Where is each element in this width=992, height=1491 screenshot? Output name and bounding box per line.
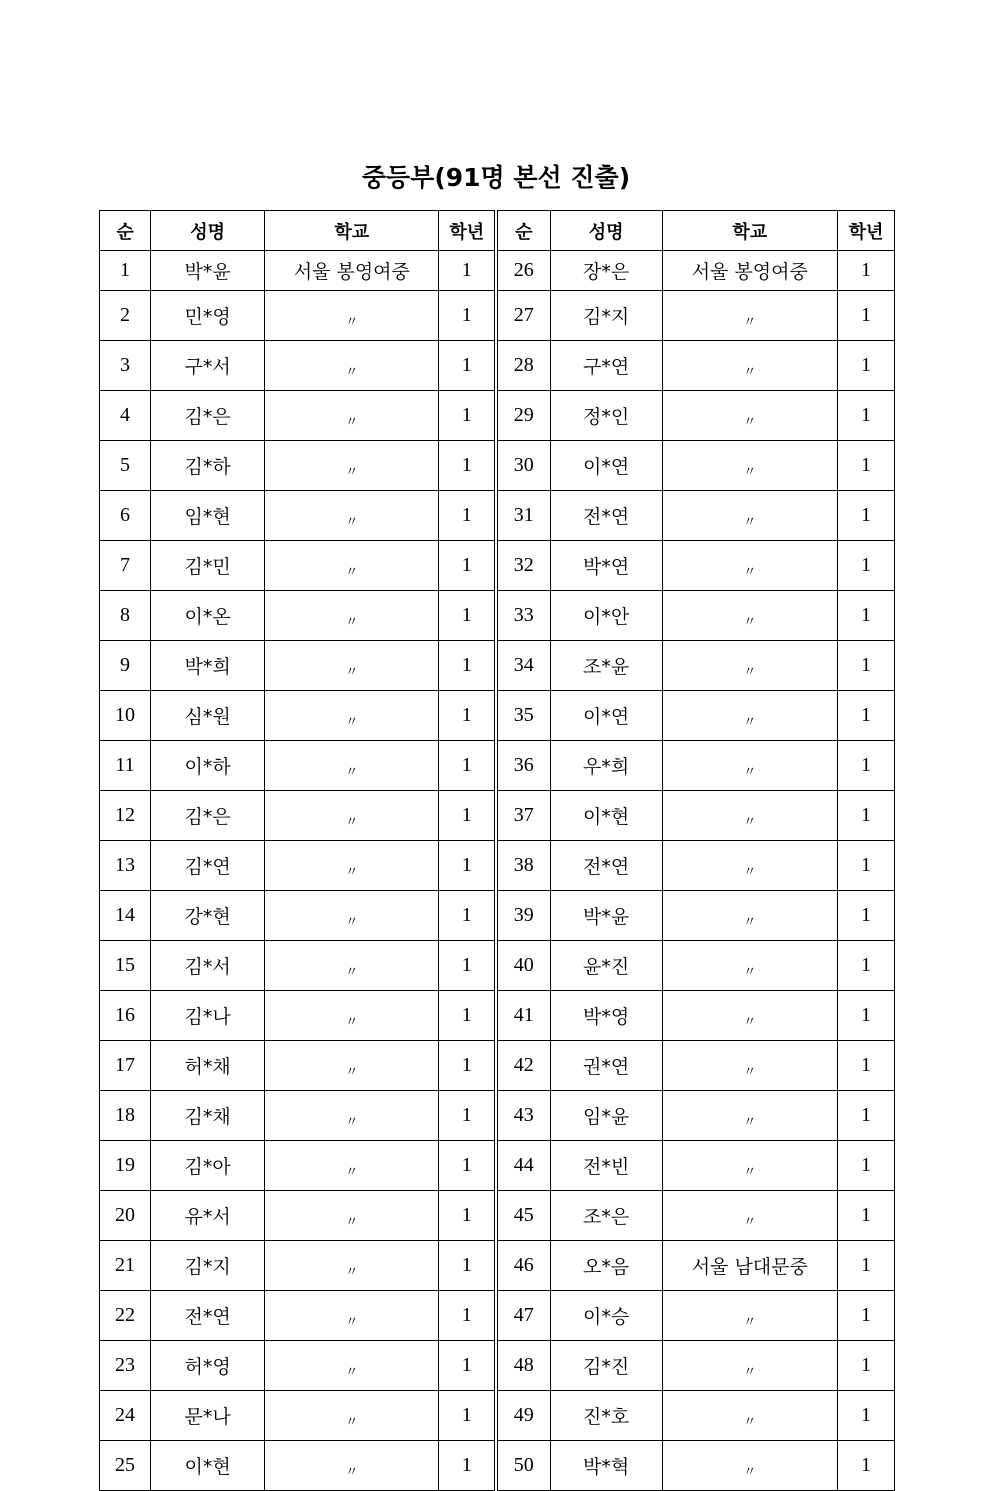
cell-grade: 1 xyxy=(837,541,894,591)
table-row xyxy=(100,841,895,891)
cell-name: 김*연 xyxy=(151,841,265,891)
cell-school: 〃 xyxy=(662,691,837,741)
cell-school: 〃 xyxy=(662,741,837,791)
cell-school: 〃 xyxy=(662,341,837,391)
cell-number: 42 xyxy=(496,1041,550,1091)
cell-grade: 1 xyxy=(439,841,496,891)
cell-school: 〃 xyxy=(265,1041,439,1091)
cell-grade: 1 xyxy=(439,1041,496,1091)
cell-school: 〃 xyxy=(265,941,439,991)
cell-grade: 1 xyxy=(439,391,496,441)
cell-name: 박*영 xyxy=(550,991,662,1041)
cell-school: 〃 xyxy=(662,1441,837,1491)
cell-school: 〃 xyxy=(662,1141,837,1191)
cell-number: 43 xyxy=(496,1091,550,1141)
cell-number: 22 xyxy=(100,1291,151,1341)
cell-grade: 1 xyxy=(837,791,894,841)
cell-name: 허*영 xyxy=(151,1341,265,1391)
cell-name: 전*연 xyxy=(550,841,662,891)
cell-school: 〃 xyxy=(662,641,837,691)
cell-name: 진*호 xyxy=(550,1391,662,1441)
cell-school: 〃 xyxy=(265,1241,439,1291)
cell-number: 2 xyxy=(100,291,151,341)
col-header-school: 학교 xyxy=(662,211,837,251)
cell-school: 〃 xyxy=(265,891,439,941)
cell-number: 11 xyxy=(100,741,151,791)
table-row xyxy=(100,491,895,541)
cell-number: 12 xyxy=(100,791,151,841)
table-row xyxy=(100,1141,895,1191)
table-row xyxy=(100,541,895,591)
cell-number: 10 xyxy=(100,691,151,741)
table-row xyxy=(100,1391,895,1441)
cell-number: 18 xyxy=(100,1091,151,1141)
cell-number: 26 xyxy=(496,251,550,291)
cell-name: 윤*진 xyxy=(550,941,662,991)
cell-number: 13 xyxy=(100,841,151,891)
cell-number: 40 xyxy=(496,941,550,991)
cell-school: 〃 xyxy=(265,291,439,341)
cell-name: 이*승 xyxy=(550,1291,662,1341)
cell-name: 김*은 xyxy=(151,391,265,441)
cell-grade: 1 xyxy=(837,341,894,391)
cell-number: 16 xyxy=(100,991,151,1041)
cell-number: 28 xyxy=(496,341,550,391)
cell-name: 민*영 xyxy=(151,291,265,341)
cell-number: 25 xyxy=(100,1441,151,1491)
col-header-name: 성명 xyxy=(550,211,662,251)
cell-number: 15 xyxy=(100,941,151,991)
cell-number: 27 xyxy=(496,291,550,341)
cell-name: 권*연 xyxy=(550,1041,662,1091)
cell-grade: 1 xyxy=(439,1441,496,1491)
cell-number: 8 xyxy=(100,591,151,641)
cell-name: 전*연 xyxy=(151,1291,265,1341)
cell-school: 〃 xyxy=(265,641,439,691)
col-header-school: 학교 xyxy=(265,211,439,251)
cell-school: 〃 xyxy=(662,991,837,1041)
cell-grade: 1 xyxy=(439,1191,496,1241)
cell-school: 〃 xyxy=(265,791,439,841)
cell-number: 48 xyxy=(496,1341,550,1391)
cell-grade: 1 xyxy=(439,691,496,741)
cell-school: 〃 xyxy=(662,591,837,641)
cell-number: 33 xyxy=(496,591,550,641)
cell-name: 김*아 xyxy=(151,1141,265,1191)
cell-name: 강*현 xyxy=(151,891,265,941)
cell-name: 이*현 xyxy=(550,791,662,841)
cell-grade: 1 xyxy=(837,891,894,941)
cell-name: 임*윤 xyxy=(550,1091,662,1141)
cell-number: 14 xyxy=(100,891,151,941)
col-header-no: 순 xyxy=(496,211,550,251)
cell-name: 박*윤 xyxy=(151,251,265,291)
cell-grade: 1 xyxy=(439,1291,496,1341)
table-row xyxy=(100,1041,895,1091)
cell-name: 김*서 xyxy=(151,941,265,991)
cell-school: 〃 xyxy=(265,1341,439,1391)
cell-number: 21 xyxy=(100,1241,151,1291)
cell-grade: 1 xyxy=(439,1341,496,1391)
cell-grade: 1 xyxy=(439,541,496,591)
cell-name: 박*혁 xyxy=(550,1441,662,1491)
roster-body xyxy=(100,251,895,1491)
cell-school: 〃 xyxy=(662,391,837,441)
cell-number: 29 xyxy=(496,391,550,441)
cell-number: 23 xyxy=(100,1341,151,1391)
cell-name: 김*지 xyxy=(550,291,662,341)
col-header-name: 성명 xyxy=(151,211,265,251)
table-row xyxy=(100,1241,895,1291)
cell-grade: 1 xyxy=(439,891,496,941)
cell-grade: 1 xyxy=(837,941,894,991)
cell-name: 구*서 xyxy=(151,341,265,391)
cell-school: 〃 xyxy=(265,1091,439,1141)
table-row xyxy=(100,341,895,391)
cell-grade: 1 xyxy=(837,1441,894,1491)
table-row xyxy=(100,291,895,341)
cell-number: 9 xyxy=(100,641,151,691)
cell-name: 임*현 xyxy=(151,491,265,541)
cell-name: 조*윤 xyxy=(550,641,662,691)
cell-number: 31 xyxy=(496,491,550,541)
cell-name: 정*인 xyxy=(550,391,662,441)
cell-number: 45 xyxy=(496,1191,550,1241)
cell-number: 37 xyxy=(496,791,550,841)
cell-name: 유*서 xyxy=(151,1191,265,1241)
cell-school: 〃 xyxy=(662,791,837,841)
cell-school: 〃 xyxy=(265,1391,439,1441)
cell-number: 35 xyxy=(496,691,550,741)
cell-number: 49 xyxy=(496,1391,550,1441)
cell-grade: 1 xyxy=(439,251,496,291)
cell-school: 〃 xyxy=(662,941,837,991)
cell-name: 이*온 xyxy=(151,591,265,641)
cell-name: 전*연 xyxy=(550,491,662,541)
col-header-no: 순 xyxy=(100,211,151,251)
cell-grade: 1 xyxy=(837,1241,894,1291)
cell-school: 〃 xyxy=(662,841,837,891)
cell-number: 38 xyxy=(496,841,550,891)
cell-name: 박*희 xyxy=(151,641,265,691)
cell-school: 〃 xyxy=(265,591,439,641)
cell-school: 〃 xyxy=(265,1141,439,1191)
cell-school: 〃 xyxy=(662,541,837,591)
cell-school: 〃 xyxy=(662,491,837,541)
roster-table xyxy=(99,210,895,1491)
cell-grade: 1 xyxy=(439,591,496,641)
table-row xyxy=(100,441,895,491)
cell-school: 〃 xyxy=(265,991,439,1041)
cell-school: 〃 xyxy=(265,491,439,541)
cell-number: 7 xyxy=(100,541,151,591)
cell-name: 이*안 xyxy=(550,591,662,641)
cell-name: 김*채 xyxy=(151,1091,265,1141)
cell-name: 문*나 xyxy=(151,1391,265,1441)
cell-school: 〃 xyxy=(265,1441,439,1491)
cell-grade: 1 xyxy=(439,1091,496,1141)
cell-grade: 1 xyxy=(439,1141,496,1191)
cell-number: 46 xyxy=(496,1241,550,1291)
cell-school: 〃 xyxy=(265,541,439,591)
cell-name: 이*연 xyxy=(550,441,662,491)
cell-school: 〃 xyxy=(662,1041,837,1091)
cell-school: 서울 봉영여중 xyxy=(265,251,439,291)
cell-grade: 1 xyxy=(439,1241,496,1291)
cell-school: 〃 xyxy=(265,341,439,391)
cell-name: 장*은 xyxy=(550,251,662,291)
cell-number: 20 xyxy=(100,1191,151,1241)
cell-name: 전*빈 xyxy=(550,1141,662,1191)
cell-name: 김*나 xyxy=(151,991,265,1041)
cell-school: 〃 xyxy=(265,691,439,741)
cell-grade: 1 xyxy=(837,1191,894,1241)
cell-grade: 1 xyxy=(439,341,496,391)
table-row xyxy=(100,1441,895,1491)
cell-grade: 1 xyxy=(837,841,894,891)
cell-grade: 1 xyxy=(439,491,496,541)
cell-grade: 1 xyxy=(439,941,496,991)
cell-school: 〃 xyxy=(662,1391,837,1441)
cell-school: 〃 xyxy=(265,741,439,791)
cell-number: 5 xyxy=(100,441,151,491)
table-row xyxy=(100,891,895,941)
cell-school: 〃 xyxy=(662,1341,837,1391)
cell-number: 1 xyxy=(100,251,151,291)
table-row xyxy=(100,691,895,741)
table-row xyxy=(100,391,895,441)
cell-school: 〃 xyxy=(662,891,837,941)
cell-school: 〃 xyxy=(265,841,439,891)
table-row xyxy=(100,1291,895,1341)
cell-number: 32 xyxy=(496,541,550,591)
cell-grade: 1 xyxy=(439,441,496,491)
cell-grade: 1 xyxy=(837,291,894,341)
table-row xyxy=(100,1091,895,1141)
cell-school: 〃 xyxy=(662,1291,837,1341)
col-header-grade: 학년 xyxy=(837,211,894,251)
cell-number: 17 xyxy=(100,1041,151,1091)
cell-school: 서울 남대문중 xyxy=(662,1241,837,1291)
cell-grade: 1 xyxy=(837,741,894,791)
cell-number: 47 xyxy=(496,1291,550,1341)
table-row xyxy=(100,791,895,841)
cell-school: 〃 xyxy=(662,1091,837,1141)
cell-number: 6 xyxy=(100,491,151,541)
cell-grade: 1 xyxy=(837,1091,894,1141)
table-row xyxy=(100,1191,895,1241)
cell-number: 4 xyxy=(100,391,151,441)
cell-school: 〃 xyxy=(662,441,837,491)
cell-number: 30 xyxy=(496,441,550,491)
table-row xyxy=(100,991,895,1041)
cell-name: 이*연 xyxy=(550,691,662,741)
cell-number: 34 xyxy=(496,641,550,691)
cell-number: 19 xyxy=(100,1141,151,1191)
page-title: 중등부(91명 본선 진출) xyxy=(361,163,631,192)
cell-grade: 1 xyxy=(837,441,894,491)
cell-grade: 1 xyxy=(439,741,496,791)
cell-name: 김*진 xyxy=(550,1341,662,1391)
cell-name: 오*음 xyxy=(550,1241,662,1291)
cell-name: 우*희 xyxy=(550,741,662,791)
cell-name: 조*은 xyxy=(550,1191,662,1241)
cell-name: 심*원 xyxy=(151,691,265,741)
cell-number: 44 xyxy=(496,1141,550,1191)
cell-number: 36 xyxy=(496,741,550,791)
cell-grade: 1 xyxy=(837,1041,894,1091)
cell-name: 이*하 xyxy=(151,741,265,791)
cell-school: 〃 xyxy=(662,1191,837,1241)
table-row xyxy=(100,741,895,791)
cell-number: 3 xyxy=(100,341,151,391)
table-row xyxy=(100,641,895,691)
cell-grade: 1 xyxy=(837,641,894,691)
cell-grade: 1 xyxy=(837,1291,894,1341)
header-row xyxy=(100,211,895,251)
cell-school: 서울 봉영여중 xyxy=(662,251,837,291)
cell-school: 〃 xyxy=(265,441,439,491)
cell-grade: 1 xyxy=(837,1141,894,1191)
cell-name: 김*민 xyxy=(151,541,265,591)
cell-grade: 1 xyxy=(837,591,894,641)
cell-name: 박*연 xyxy=(550,541,662,591)
cell-grade: 1 xyxy=(837,491,894,541)
cell-grade: 1 xyxy=(439,1391,496,1441)
table-row xyxy=(100,941,895,991)
cell-school: 〃 xyxy=(265,1191,439,1241)
table-row xyxy=(100,591,895,641)
cell-grade: 1 xyxy=(439,641,496,691)
table-row xyxy=(100,251,895,291)
cell-number: 39 xyxy=(496,891,550,941)
cell-school: 〃 xyxy=(265,1291,439,1341)
cell-name: 구*연 xyxy=(550,341,662,391)
cell-name: 허*채 xyxy=(151,1041,265,1091)
cell-grade: 1 xyxy=(837,1341,894,1391)
cell-school: 〃 xyxy=(265,391,439,441)
cell-name: 박*윤 xyxy=(550,891,662,941)
cell-number: 24 xyxy=(100,1391,151,1441)
cell-school: 〃 xyxy=(662,291,837,341)
cell-number: 41 xyxy=(496,991,550,1041)
cell-grade: 1 xyxy=(837,691,894,741)
cell-name: 김*하 xyxy=(151,441,265,491)
cell-name: 김*지 xyxy=(151,1241,265,1291)
cell-name: 김*은 xyxy=(151,791,265,841)
cell-grade: 1 xyxy=(439,991,496,1041)
table-row xyxy=(100,1341,895,1391)
cell-grade: 1 xyxy=(837,251,894,291)
cell-grade: 1 xyxy=(837,391,894,441)
cell-grade: 1 xyxy=(439,291,496,341)
col-header-grade: 학년 xyxy=(439,211,496,251)
cell-number: 50 xyxy=(496,1441,550,1491)
cell-grade: 1 xyxy=(837,1391,894,1441)
cell-grade: 1 xyxy=(837,991,894,1041)
cell-name: 이*현 xyxy=(151,1441,265,1491)
cell-grade: 1 xyxy=(439,791,496,841)
